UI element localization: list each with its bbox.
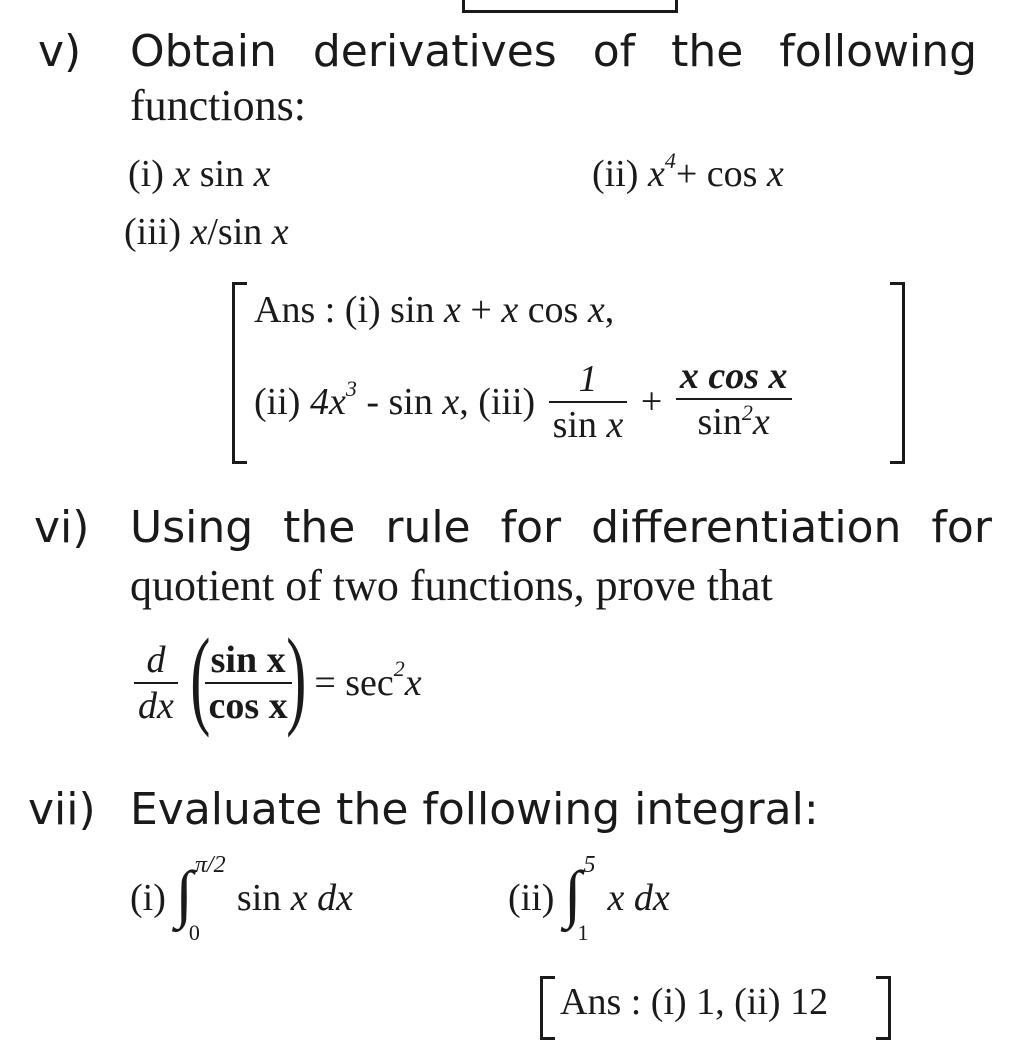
- fraction-denominator: cos x: [208, 685, 288, 727]
- expr-func: /sin: [207, 211, 272, 253]
- integral-sign: ∫: [563, 858, 582, 929]
- left-paren: (: [190, 616, 211, 738]
- expr-var: x: [587, 289, 605, 331]
- answer-left-bracket: [232, 282, 247, 464]
- answer-right-bracket: [890, 282, 905, 464]
- question-vi-text-line2: quotient of two functions, prove that: [130, 561, 773, 610]
- item-label: (i): [130, 877, 166, 919]
- expr-func: - sin: [356, 380, 443, 423]
- expr-var: x: [606, 403, 624, 446]
- fraction-denominator: [676, 400, 792, 449]
- expr-var: x: [766, 153, 784, 195]
- fraction-numerator: sin x: [210, 639, 286, 681]
- question-v-item-ii: [592, 148, 784, 196]
- question-number-vi: vi): [34, 502, 90, 553]
- expr-func: + cos: [675, 153, 767, 195]
- lower-limit: 1: [577, 920, 589, 945]
- derivative-operator: [134, 638, 178, 728]
- expr-term: 4x: [309, 380, 346, 423]
- answer-vii-left-bracket: [540, 976, 555, 1040]
- item-label: (ii): [592, 153, 639, 195]
- fraction-sinx-over-cosx: [205, 638, 292, 728]
- item-label: (i): [128, 153, 164, 195]
- integral-sign: ∫: [175, 858, 193, 929]
- fraction-numerator: d: [146, 639, 166, 681]
- question-vii-item-i: [130, 852, 354, 945]
- expr-rhs: = sec: [314, 662, 394, 704]
- expr-func: sin: [236, 877, 291, 919]
- question-number-v: v): [38, 26, 82, 77]
- fraction-denominator: dx: [138, 685, 174, 727]
- expr-var: x: [190, 211, 208, 253]
- expr-var: x: [501, 289, 519, 331]
- right-paren: ): [285, 616, 307, 738]
- expr-exponent: 4: [664, 148, 676, 173]
- answer-v-line2: [254, 354, 796, 449]
- answer-text: Ans : (i) sin: [254, 289, 444, 331]
- expr-func: cos: [518, 289, 588, 331]
- expr-var: x: [173, 153, 191, 195]
- fraction-numerator: x cos x: [679, 355, 788, 397]
- expr-differential: dx: [307, 877, 354, 919]
- expr-var: x: [752, 401, 770, 443]
- item-label: (ii): [254, 380, 310, 423]
- expr-var: x: [271, 211, 289, 253]
- upper-limit: π/2: [194, 852, 226, 878]
- expr-differential: dx: [624, 877, 670, 919]
- fraction-one-over-sinx: [549, 357, 628, 447]
- fraction-numerator: 1: [578, 357, 598, 400]
- question-vi-text-line1: Using the rule for differentiation for: [130, 502, 992, 553]
- answer-vii-right-bracket: [876, 976, 891, 1040]
- question-vii-item-ii: [508, 852, 670, 945]
- answer-ii: [254, 375, 536, 424]
- integral-limits: [188, 852, 237, 945]
- item-label: (ii): [508, 877, 555, 919]
- expr-exponent: 2: [741, 400, 753, 425]
- answer-vii-text: Ans : (i) 1, (ii) 12: [560, 981, 829, 1023]
- expr-exponent: 2: [393, 656, 405, 681]
- item-label: , (iii): [459, 380, 536, 423]
- question-v-text-line1: Obtain derivatives of the following: [130, 26, 978, 77]
- fraction-xcosx-over-sin2x: [676, 354, 792, 449]
- expr-var: x: [290, 877, 308, 919]
- cropped-bracket-fragment: [462, 0, 678, 13]
- expr-var: x: [444, 289, 461, 331]
- expr-punct: ,: [604, 289, 615, 331]
- question-vii-text: Evaluate the following integral:: [130, 784, 819, 835]
- expr-exponent: 3: [345, 375, 357, 401]
- question-v-item-i: [128, 152, 270, 196]
- fraction-denominator: [549, 403, 628, 447]
- answer-v-line1: [254, 288, 614, 332]
- expr-var: x: [253, 153, 271, 195]
- question-v-text-line2: functions:: [130, 81, 306, 130]
- expr-func: sin: [697, 401, 742, 443]
- question-v-item-iii: [124, 210, 289, 254]
- expr-func: sin: [190, 153, 254, 195]
- expr-op: +: [640, 380, 663, 423]
- item-label: (iii): [124, 211, 181, 253]
- question-number-vii: vii): [28, 784, 96, 835]
- lower-limit: 0: [188, 920, 200, 945]
- integral-limits: [577, 852, 607, 945]
- expr-var: x: [404, 662, 422, 704]
- upper-limit: 5: [583, 852, 596, 878]
- expr-var: x: [442, 380, 460, 423]
- expr-op: +: [460, 289, 502, 331]
- expr-func: sin: [552, 403, 607, 446]
- question-vi-equation: [130, 616, 422, 738]
- expr-var: x: [647, 153, 665, 195]
- expr-var: x: [607, 877, 625, 919]
